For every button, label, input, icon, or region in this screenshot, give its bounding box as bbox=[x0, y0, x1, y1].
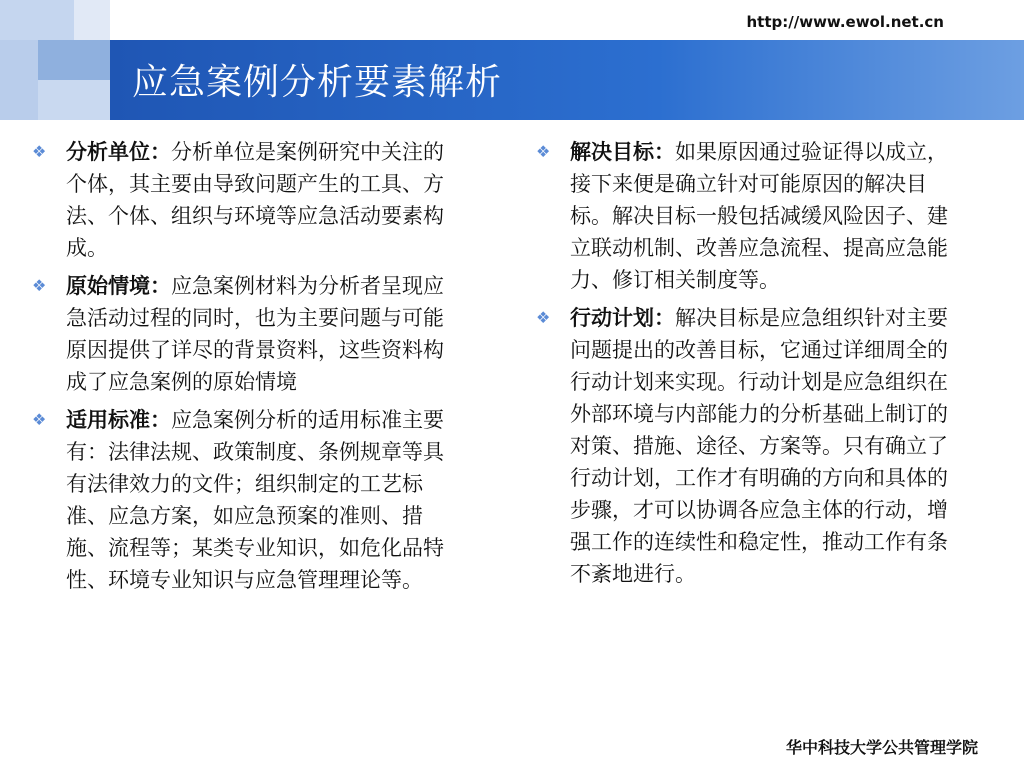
diamond-bullet-icon: ❖ bbox=[32, 276, 47, 295]
left-column bbox=[32, 136, 452, 602]
diamond-bullet-icon: ❖ bbox=[536, 308, 551, 327]
item-body: 分析单位是案例研究中关注的个体，其主要由导致问题产生的工具、方法、个体、组织与环境等应急活动要素构成。 bbox=[66, 140, 444, 260]
list-item-text bbox=[66, 136, 452, 264]
list-item-text bbox=[66, 270, 452, 398]
decor-square bbox=[74, 0, 110, 40]
list-item bbox=[32, 136, 452, 264]
title-bar bbox=[110, 40, 1024, 120]
decor-square bbox=[38, 80, 110, 120]
list-item bbox=[32, 404, 452, 596]
item-body: 如果原因通过验证得以成立，接下来便是确立针对可能原因的解决目标。解决目标一般包括减缓风险因子、建立联动机制、改善应急流程、提高应急能力、修订相关制度等。 bbox=[570, 140, 948, 292]
header-url[interactable]: http://www.ewol.net.cn bbox=[746, 13, 944, 31]
list-item bbox=[536, 136, 958, 296]
decor-square bbox=[38, 40, 110, 80]
diamond-bullet-icon: ❖ bbox=[32, 410, 47, 429]
item-label: 解决目标： bbox=[570, 140, 675, 164]
item-body: 应急案例材料为分析者呈现应急活动过程的同时，也为主要问题与可能原因提供了详尽的背景资料，这些资料构成了应急案例的原始情境 bbox=[66, 274, 444, 394]
diamond-bullet-icon: ❖ bbox=[536, 142, 551, 161]
diamond-bullet-icon: ❖ bbox=[32, 142, 47, 161]
item-label: 分析单位： bbox=[66, 140, 171, 164]
list-item-text bbox=[570, 136, 958, 296]
list-item bbox=[536, 302, 958, 590]
list-item bbox=[32, 270, 452, 398]
list-item-text bbox=[66, 404, 452, 596]
item-label: 适用标准： bbox=[66, 408, 171, 432]
item-label: 行动计划： bbox=[570, 306, 675, 330]
decor-square bbox=[0, 40, 38, 120]
slide-title: 应急案例分析要素解析 bbox=[132, 62, 503, 103]
item-body: 解决目标是应急组织针对主要问题提出的改善目标，它通过详细周全的行动计划来实现。行动计划是应急组织在外部环境与内部能力的分析基础上制订的对策、措施、途径、方案等。只有确立了行动计划，工作才有明确的方向和具体的步骤，才可以协调各应急主体的行动，增强工作的连续性和稳定性，推动工作有条不紊地进行。 bbox=[570, 306, 948, 586]
item-label: 原始情境： bbox=[66, 274, 171, 298]
item-body: 应急案例分析的适用标准主要有：法律法规、政策制度、条例规章等具有法律效力的文件；组织制定的工艺标准、应急方案，如应急预案的准则、措施、流程等；某类专业知识，如危化品特性、环境专业知识与应急管理理论等。 bbox=[66, 408, 444, 592]
right-column bbox=[536, 136, 958, 596]
list-item-text bbox=[570, 302, 958, 590]
footer-institution: 华中科技大学公共管理学院 bbox=[785, 738, 978, 757]
